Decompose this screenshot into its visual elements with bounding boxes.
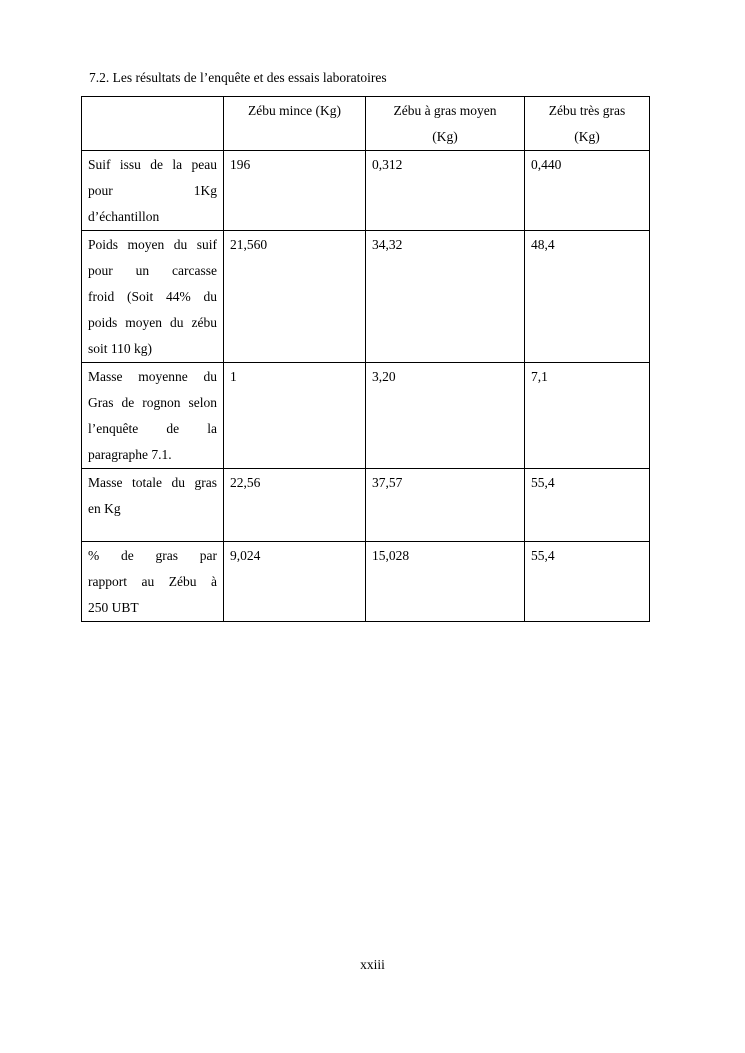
row-label-cell [82, 542, 224, 622]
header-cell-zebu-mince [224, 97, 366, 151]
header-unit: (Kg) [432, 129, 458, 144]
header-label: Zébu mince (Kg) [248, 103, 341, 118]
row-label-line: Masse totale du gras [88, 475, 217, 490]
table-row [82, 469, 650, 542]
value-cell: 21,560 [224, 231, 366, 363]
header-label: Zébu très gras [548, 103, 626, 118]
row-label-cell [82, 151, 224, 231]
header-cell-zebu-gras-moyen [366, 97, 525, 151]
row-label-line: poids moyen du zébu [88, 315, 217, 330]
value-cell: 7,1 [525, 363, 650, 469]
results-table [81, 96, 650, 622]
row-label-line: d’échantillon [88, 209, 160, 224]
page-number: xxiii [360, 957, 385, 972]
row-label-cell [82, 231, 224, 363]
value-cell: 0,312 [366, 151, 525, 231]
header-unit: (Kg) [574, 129, 600, 144]
value-cell: 3,20 [366, 363, 525, 469]
value-cell: 48,4 [525, 231, 650, 363]
row-label-cell [82, 363, 224, 469]
table-row [82, 363, 650, 469]
row-label-line: pour 1Kg [88, 183, 217, 198]
header-label: Zébu à gras moyen [393, 103, 497, 118]
value-cell: 15,028 [366, 542, 525, 622]
row-label-line: l’enquête de la [88, 421, 217, 436]
value-cell: 1 [224, 363, 366, 469]
row-label-line: paragraphe 7.1. [88, 447, 172, 462]
value-cell: 0,440 [525, 151, 650, 231]
row-label-line: soit 110 kg) [88, 341, 152, 356]
row-label-line: en Kg [88, 501, 121, 516]
row-label-cell [82, 469, 224, 542]
row-label-line: rapport au Zébu à [88, 574, 217, 589]
row-label-line: pour un carcasse [88, 263, 217, 278]
row-label-line: % de gras par [88, 548, 217, 563]
row-label-line: froid (Soit 44% du [88, 289, 217, 304]
row-label-line: Masse moyenne du [88, 369, 217, 384]
value-cell: 55,4 [525, 542, 650, 622]
table-header-row [82, 97, 650, 151]
row-label-line: Poids moyen du suif [88, 237, 217, 252]
table-row [82, 231, 650, 363]
row-label-line: 250 UBT [88, 600, 139, 615]
row-label-line: Gras de rognon selon [88, 395, 217, 410]
value-cell: 9,024 [224, 542, 366, 622]
row-label-line: Suif issu de la peau [88, 157, 217, 172]
value-cell: 55,4 [525, 469, 650, 542]
value-cell: 22,56 [224, 469, 366, 542]
section-title: 7.2. Les résultats de l’enquête et des essais laboratoires [89, 70, 387, 85]
table-row [82, 151, 650, 231]
header-cell-empty [82, 97, 224, 151]
value-cell: 196 [224, 151, 366, 231]
table-row [82, 542, 650, 622]
value-cell: 37,57 [366, 469, 525, 542]
value-cell: 34,32 [366, 231, 525, 363]
header-cell-zebu-tres-gras [525, 97, 650, 151]
